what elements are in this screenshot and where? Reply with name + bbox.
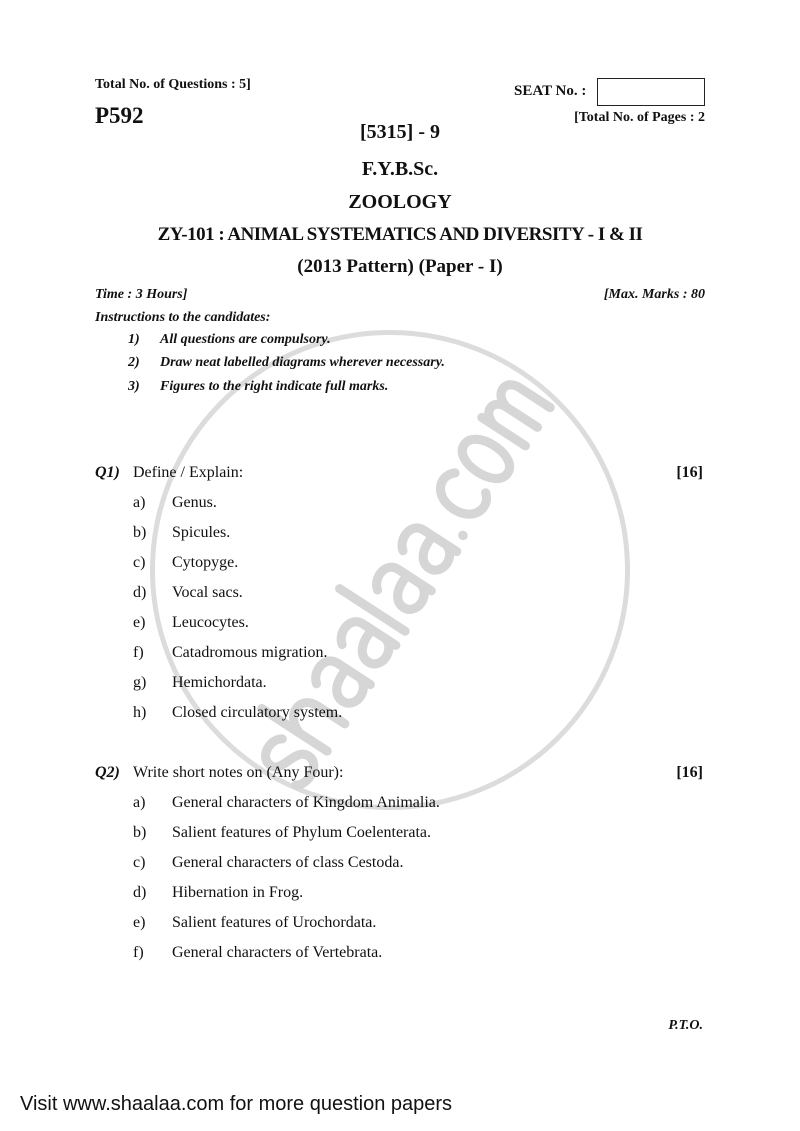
course: F.Y.B.Sc. [361,158,439,180]
question-marks: [16] [676,764,703,781]
item-text: Spicules. [172,524,231,541]
paper-title: ZY-101 : ANIMAL SYSTEMATICS AND DIVERSITY - I & II [157,224,643,245]
item-label: a) [133,494,146,511]
item-text: Salient features of Phylum Coelenterata. [172,824,432,841]
item-text: General characters of class Cestoda. [172,854,404,871]
item-text: Vocal sacs. [172,584,243,601]
question-number: Q2) [95,764,120,781]
instructions-title: Instructions to the candidates: [95,310,271,325]
item-label: e) [133,614,146,631]
item-label: b) [133,824,147,841]
max-marks: [Max. Marks : 80 [603,287,705,302]
item-label: h) [133,704,147,721]
item-label: e) [133,914,146,931]
item-label: c) [133,554,146,571]
item-label: f) [133,944,144,961]
instruction-number: 3) [128,379,140,394]
exam-code: [5315] - 9 [360,121,440,143]
question-title: Write short notes on (Any Four): [133,764,344,781]
pto: P.T.O. [668,1018,703,1033]
subject: ZOOLOGY [348,191,452,213]
item-text: Genus. [172,494,217,511]
pattern: (2013 Pattern) (Paper - I) [297,256,503,277]
instruction-text: Draw neat labelled diagrams wherever necessary. [160,355,445,370]
paper-code: P592 [95,103,144,128]
item-label: g) [133,674,147,691]
question-number: Q1) [95,464,120,481]
time: Time : 3 Hours] [95,287,188,302]
item-text: Hibernation in Frog. [172,884,304,901]
item-label: f) [133,644,144,661]
item-label: d) [133,884,147,901]
seat-number-box [597,78,705,106]
question-title: Define / Explain: [133,464,244,481]
instruction-text: Figures to the right indicate full marks. [160,379,389,394]
item-text: Catadromous migration. [172,644,328,661]
total-questions: Total No. of Questions : 5] [95,77,251,92]
item-text: Cytopyge. [172,554,239,571]
item-text: General characters of Kingdom Animalia. [172,794,440,811]
instruction-text: All questions are compulsory. [160,332,331,347]
instruction-number: 2) [128,355,140,370]
footer-link-text[interactable]: Visit www.shaalaa.com for more question papers [20,1093,453,1115]
item-text: Salient features of Urochordata. [172,914,377,931]
item-label: c) [133,854,146,871]
item-text: General characters of Vertebrata. [172,944,383,961]
seat-label: SEAT No. : [514,83,587,99]
instruction-number: 1) [128,332,140,347]
item-text: Hemichordata. [172,674,267,691]
item-label: d) [133,584,147,601]
item-text: Leucocytes. [172,614,249,631]
item-text: Closed circulatory system. [172,704,343,721]
item-label: b) [133,524,147,541]
question-marks: [16] [676,464,703,481]
item-label: a) [133,794,146,811]
total-pages: [Total No. of Pages : 2 [574,110,705,125]
